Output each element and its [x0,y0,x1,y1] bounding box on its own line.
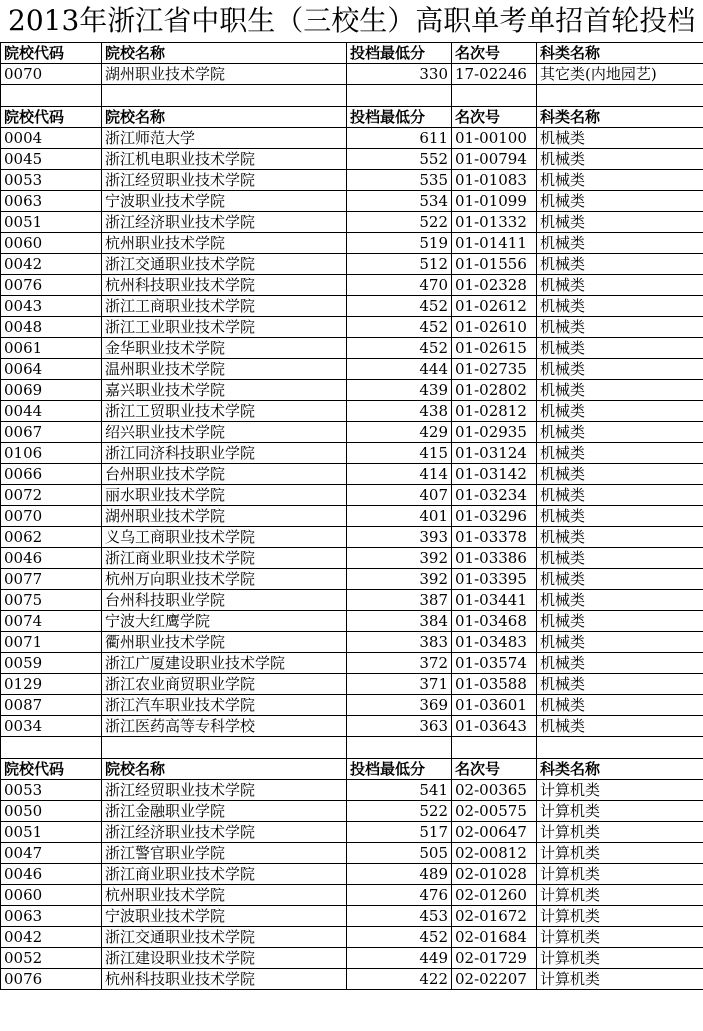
cell-code[interactable]: 0072 [1,485,102,506]
empty-cell[interactable] [537,737,703,759]
cell-code[interactable]: 0075 [1,590,102,611]
cell-category[interactable]: 机械类 [537,296,703,317]
cell-code[interactable]: 0053 [1,170,102,191]
cell-score[interactable]: 429 [347,422,452,443]
header-cell-code[interactable]: 院校代码 [1,759,102,780]
cell-rank[interactable]: 01-03378 [452,527,537,548]
header-cell-school[interactable]: 院校名称 [102,107,347,128]
cell-school[interactable]: 浙江商业职业技术学院 [102,864,347,885]
empty-cell[interactable] [102,85,347,107]
table-row [1,317,703,338]
table-row [1,296,703,317]
cell-score[interactable]: 330 [347,64,452,85]
cell-school[interactable]: 浙江同济科技职业学院 [102,443,347,464]
cell-category[interactable]: 机械类 [537,632,703,653]
cell-category[interactable]: 机械类 [537,275,703,296]
cell-code[interactable]: 0074 [1,611,102,632]
cell-score[interactable]: 535 [347,170,452,191]
cell-rank[interactable]: 02-01260 [452,885,537,906]
cell-score[interactable]: 439 [347,380,452,401]
cell-school[interactable]: 绍兴职业技术学院 [102,422,347,443]
table-row [1,969,703,990]
cell-category[interactable]: 其它类(内地园艺) [537,64,703,85]
cell-category[interactable]: 机械类 [537,149,703,170]
cell-score[interactable]: 392 [347,569,452,590]
cell-school[interactable]: 杭州科技职业技术学院 [102,275,347,296]
cell-category[interactable]: 机械类 [537,359,703,380]
empty-cell[interactable] [452,737,537,759]
cell-code[interactable]: 0042 [1,927,102,948]
cell-school[interactable]: 浙江经济职业技术学院 [102,212,347,233]
cell-rank[interactable]: 01-03395 [452,569,537,590]
cell-code[interactable]: 0066 [1,464,102,485]
cell-score[interactable]: 415 [347,443,452,464]
cell-school[interactable]: 杭州万向职业技术学院 [102,569,347,590]
cell-score[interactable]: 384 [347,611,452,632]
table-row [1,590,703,611]
cell-code[interactable]: 0004 [1,128,102,149]
cell-category[interactable]: 机械类 [537,212,703,233]
cell-score[interactable]: 372 [347,653,452,674]
cell-school[interactable]: 浙江警官职业学院 [102,843,347,864]
cell-code[interactable]: 0070 [1,64,102,85]
cell-rank[interactable]: 01-03468 [452,611,537,632]
cell-code[interactable]: 0052 [1,948,102,969]
cell-score[interactable]: 387 [347,590,452,611]
cell-score[interactable]: 552 [347,149,452,170]
table-row [1,632,703,653]
cell-score[interactable]: 452 [347,317,452,338]
cell-code[interactable]: 0076 [1,969,102,990]
cell-code[interactable]: 0046 [1,864,102,885]
cell-rank[interactable]: 01-03588 [452,674,537,695]
cell-code[interactable]: 0129 [1,674,102,695]
cell-score[interactable]: 449 [347,948,452,969]
header-cell-rank[interactable]: 名次号 [452,43,537,64]
cell-score[interactable]: 611 [347,128,452,149]
cell-rank[interactable]: 01-03142 [452,464,537,485]
header-row [1,43,703,64]
table-row [1,275,703,296]
cell-code[interactable]: 0071 [1,632,102,653]
cell-rank[interactable]: 01-03483 [452,632,537,653]
cell-rank[interactable]: 02-00812 [452,843,537,864]
cell-school[interactable]: 金华职业技术学院 [102,338,347,359]
empty-cell[interactable] [347,85,452,107]
table-row [1,380,703,401]
cell-score[interactable]: 541 [347,780,452,801]
cell-school[interactable]: 浙江经济职业技术学院 [102,822,347,843]
cell-rank[interactable]: 01-02615 [452,338,537,359]
cell-category[interactable]: 机械类 [537,128,703,149]
header-cell-score[interactable]: 投档最低分 [347,43,452,64]
cell-rank[interactable]: 01-02735 [452,359,537,380]
cell-code[interactable]: 0043 [1,296,102,317]
cell-rank[interactable]: 01-03574 [452,653,537,674]
cell-school[interactable]: 浙江工业职业技术学院 [102,317,347,338]
cell-code[interactable]: 0061 [1,338,102,359]
cell-rank[interactable]: 01-00794 [452,149,537,170]
cell-code[interactable]: 0076 [1,275,102,296]
cell-school[interactable]: 浙江工贸职业技术学院 [102,401,347,422]
header-cell-school[interactable]: 院校名称 [102,43,347,64]
cell-school[interactable]: 浙江经贸职业技术学院 [102,780,347,801]
header-row [1,107,703,128]
cell-code[interactable]: 0063 [1,906,102,927]
cell-code[interactable]: 0067 [1,422,102,443]
table-row [1,948,703,969]
cell-code[interactable]: 0048 [1,317,102,338]
table-row [1,422,703,443]
cell-code[interactable]: 0051 [1,212,102,233]
cell-score[interactable]: 452 [347,338,452,359]
cell-school[interactable]: 杭州科技职业技术学院 [102,969,347,990]
cell-school[interactable]: 浙江机电职业技术学院 [102,149,347,170]
cell-score[interactable]: 522 [347,212,452,233]
cell-rank[interactable]: 02-01729 [452,948,537,969]
cell-score[interactable]: 489 [347,864,452,885]
cell-school[interactable]: 浙江交通职业技术学院 [102,254,347,275]
cell-score[interactable]: 363 [347,716,452,737]
cell-code[interactable]: 0046 [1,548,102,569]
header-cell-rank[interactable]: 名次号 [452,759,537,780]
cell-rank[interactable]: 01-02802 [452,380,537,401]
cell-rank[interactable]: 02-01684 [452,927,537,948]
table-row [1,212,703,233]
cell-rank[interactable]: 01-01556 [452,254,537,275]
header-row [1,759,703,780]
header-cell-score[interactable]: 投档最低分 [347,107,452,128]
cell-category[interactable]: 机械类 [537,380,703,401]
cell-category[interactable]: 机械类 [537,443,703,464]
cell-rank[interactable]: 01-03296 [452,506,537,527]
table-row [1,864,703,885]
cell-code[interactable]: 0062 [1,527,102,548]
cell-rank[interactable]: 01-02935 [452,422,537,443]
table-row [1,64,703,85]
cell-code[interactable]: 0060 [1,233,102,254]
cell-score[interactable]: 517 [347,822,452,843]
cell-category[interactable]: 机械类 [537,653,703,674]
table-row [1,443,703,464]
cell-school[interactable]: 义乌工商职业技术学院 [102,527,347,548]
cell-school[interactable]: 浙江农业商贸职业学院 [102,674,347,695]
cell-category[interactable]: 计算机类 [537,948,703,969]
empty-cell[interactable] [1,85,102,107]
cell-code[interactable]: 0042 [1,254,102,275]
table-row [1,233,703,254]
table-row [1,611,703,632]
cell-code[interactable]: 0060 [1,885,102,906]
table-row [1,780,703,801]
cell-school[interactable]: 温州职业技术学院 [102,359,347,380]
cell-code[interactable]: 0064 [1,359,102,380]
cell-school[interactable]: 杭州职业技术学院 [102,885,347,906]
table-row [1,843,703,864]
cell-school[interactable]: 丽水职业技术学院 [102,485,347,506]
table-row [1,359,703,380]
cell-score[interactable]: 452 [347,296,452,317]
cell-school[interactable]: 浙江汽车职业技术学院 [102,695,347,716]
cell-category[interactable]: 计算机类 [537,822,703,843]
cell-category[interactable]: 机械类 [537,170,703,191]
cell-rank[interactable]: 01-02610 [452,317,537,338]
table-row [1,254,703,275]
cell-category[interactable]: 计算机类 [537,927,703,948]
cell-rank[interactable]: 17-02246 [452,64,537,85]
cell-school[interactable]: 嘉兴职业技术学院 [102,380,347,401]
cell-school[interactable]: 宁波大红鹰学院 [102,611,347,632]
cell-score[interactable]: 414 [347,464,452,485]
cell-category[interactable]: 机械类 [537,506,703,527]
header-cell-score[interactable]: 投档最低分 [347,759,452,780]
cell-school[interactable]: 浙江金融职业学院 [102,801,347,822]
cell-code[interactable]: 0053 [1,780,102,801]
cell-category[interactable]: 计算机类 [537,885,703,906]
table-row [1,716,703,737]
cell-rank[interactable]: 01-02612 [452,296,537,317]
table-row [1,191,703,212]
table-row [1,927,703,948]
cell-rank[interactable]: 01-03441 [452,590,537,611]
cell-category[interactable]: 机械类 [537,716,703,737]
header-cell-rank[interactable]: 名次号 [452,107,537,128]
cell-school[interactable]: 湖州职业技术学院 [102,64,347,85]
cell-category[interactable]: 机械类 [537,233,703,254]
table-row [1,128,703,149]
cell-rank[interactable]: 02-01672 [452,906,537,927]
cell-code[interactable]: 0045 [1,149,102,170]
cell-rank[interactable]: 01-03601 [452,695,537,716]
cell-category[interactable]: 机械类 [537,254,703,275]
header-cell-school[interactable]: 院校名称 [102,759,347,780]
cell-category[interactable]: 机械类 [537,485,703,506]
cell-category[interactable]: 机械类 [537,338,703,359]
cell-score[interactable]: 371 [347,674,452,695]
header-cell-category[interactable]: 科类名称 [537,43,703,64]
cell-category[interactable]: 计算机类 [537,843,703,864]
cell-score[interactable]: 444 [347,359,452,380]
cell-rank[interactable]: 01-03124 [452,443,537,464]
cell-code[interactable]: 0063 [1,191,102,212]
cell-rank[interactable]: 01-01332 [452,212,537,233]
table-row [1,653,703,674]
cell-school[interactable]: 浙江经贸职业技术学院 [102,170,347,191]
cell-category[interactable]: 机械类 [537,527,703,548]
cell-school[interactable]: 浙江商业职业技术学院 [102,548,347,569]
cell-score[interactable]: 476 [347,885,452,906]
admission-table [0,42,703,990]
cell-rank[interactable]: 02-00647 [452,822,537,843]
cell-score[interactable]: 401 [347,506,452,527]
cell-code[interactable]: 0077 [1,569,102,590]
cell-code[interactable]: 0044 [1,401,102,422]
cell-code[interactable]: 0070 [1,506,102,527]
cell-score[interactable]: 452 [347,927,452,948]
cell-category[interactable]: 机械类 [537,317,703,338]
cell-school[interactable]: 浙江建设职业技术学院 [102,948,347,969]
cell-rank[interactable]: 01-03643 [452,716,537,737]
cell-school[interactable]: 台州职业技术学院 [102,464,347,485]
cell-category[interactable]: 机械类 [537,590,703,611]
cell-score[interactable]: 505 [347,843,452,864]
table-row [1,801,703,822]
cell-category[interactable]: 计算机类 [537,801,703,822]
cell-category[interactable]: 机械类 [537,569,703,590]
table-row [1,674,703,695]
cell-school[interactable]: 浙江工商职业技术学院 [102,296,347,317]
header-cell-code[interactable]: 院校代码 [1,43,102,64]
cell-score[interactable]: 453 [347,906,452,927]
cell-rank[interactable]: 02-01028 [452,864,537,885]
cell-rank[interactable]: 02-02207 [452,969,537,990]
table-row [1,338,703,359]
cell-school[interactable]: 浙江广厦建设职业技术学院 [102,653,347,674]
empty-cell[interactable] [537,85,703,107]
cell-school[interactable]: 宁波职业技术学院 [102,906,347,927]
cell-score[interactable]: 383 [347,632,452,653]
cell-score[interactable]: 393 [347,527,452,548]
cell-school[interactable]: 衢州职业技术学院 [102,632,347,653]
cell-school[interactable]: 台州科技职业学院 [102,590,347,611]
table-row [1,401,703,422]
cell-score[interactable]: 512 [347,254,452,275]
table-row [1,822,703,843]
cell-code[interactable]: 0051 [1,822,102,843]
empty-cell[interactable] [102,737,347,759]
table-row [1,548,703,569]
blank-row [1,85,703,107]
table-body [1,43,703,990]
sheet-title: 2013年浙江省中职生（三校生）高职单考单招首轮投档 [8,4,696,37]
cell-category[interactable]: 计算机类 [537,969,703,990]
cell-category[interactable]: 机械类 [537,611,703,632]
cell-code[interactable]: 0106 [1,443,102,464]
cell-rank[interactable]: 01-01099 [452,191,537,212]
cell-score[interactable]: 407 [347,485,452,506]
cell-category[interactable]: 机械类 [537,422,703,443]
cell-school[interactable]: 浙江师范大学 [102,128,347,149]
table-row [1,485,703,506]
cell-category[interactable]: 计算机类 [537,864,703,885]
cell-category[interactable]: 计算机类 [537,906,703,927]
table-row [1,906,703,927]
cell-code[interactable]: 0087 [1,695,102,716]
cell-rank[interactable]: 01-01411 [452,233,537,254]
table-row [1,464,703,485]
cell-code[interactable]: 0059 [1,653,102,674]
cell-score[interactable]: 369 [347,695,452,716]
blank-row [1,737,703,759]
cell-score[interactable]: 438 [347,401,452,422]
cell-school[interactable]: 杭州职业技术学院 [102,233,347,254]
cell-score[interactable]: 519 [347,233,452,254]
cell-code[interactable]: 0034 [1,716,102,737]
table-row [1,695,703,716]
cell-category[interactable]: 机械类 [537,401,703,422]
cell-rank[interactable]: 01-02328 [452,275,537,296]
cell-code[interactable]: 0069 [1,380,102,401]
cell-rank[interactable]: 01-00100 [452,128,537,149]
cell-rank[interactable]: 02-00575 [452,801,537,822]
cell-score[interactable]: 534 [347,191,452,212]
table-row [1,885,703,906]
cell-rank[interactable]: 01-01083 [452,170,537,191]
cell-category[interactable]: 机械类 [537,191,703,212]
cell-rank[interactable]: 01-03234 [452,485,537,506]
empty-cell[interactable] [452,85,537,107]
empty-cell[interactable] [347,737,452,759]
table-row [1,506,703,527]
header-cell-category[interactable]: 科类名称 [537,107,703,128]
cell-score[interactable]: 422 [347,969,452,990]
table-row [1,527,703,548]
cell-code[interactable]: 0047 [1,843,102,864]
cell-score[interactable]: 470 [347,275,452,296]
cell-category[interactable]: 机械类 [537,464,703,485]
cell-rank[interactable]: 01-02812 [452,401,537,422]
table-row [1,170,703,191]
cell-code[interactable]: 0050 [1,801,102,822]
cell-school[interactable]: 浙江交通职业技术学院 [102,927,347,948]
cell-school[interactable]: 浙江医药高等专科学校 [102,716,347,737]
cell-category[interactable]: 机械类 [537,695,703,716]
cell-school[interactable]: 湖州职业技术学院 [102,506,347,527]
cell-rank[interactable]: 02-00365 [452,780,537,801]
cell-category[interactable]: 机械类 [537,674,703,695]
header-cell-category[interactable]: 科类名称 [537,759,703,780]
cell-score[interactable]: 392 [347,548,452,569]
cell-rank[interactable]: 01-03386 [452,548,537,569]
table-row [1,149,703,170]
table-row [1,569,703,590]
empty-cell[interactable] [1,737,102,759]
header-cell-code[interactable]: 院校代码 [1,107,102,128]
cell-school[interactable]: 宁波职业技术学院 [102,191,347,212]
cell-category[interactable]: 计算机类 [537,780,703,801]
cell-score[interactable]: 522 [347,801,452,822]
cell-category[interactable]: 机械类 [537,548,703,569]
